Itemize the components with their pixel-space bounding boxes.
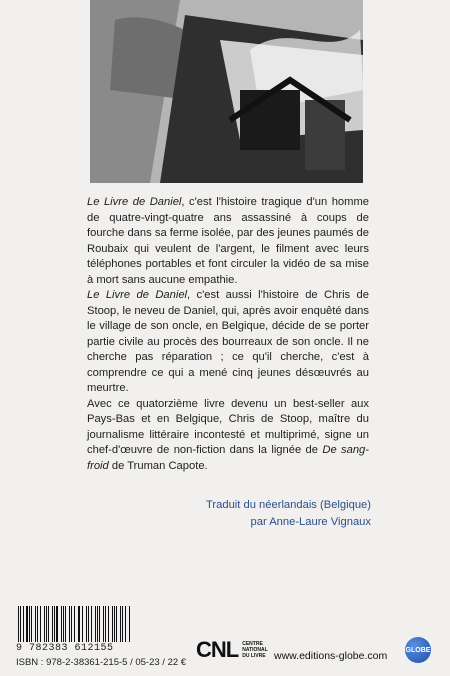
barcode-bar — [61, 606, 62, 642]
cnl-logo-text: CENTRE NATIONAL DU LIVRE — [242, 641, 268, 659]
barcode — [18, 606, 130, 642]
publisher-website: www.editions-globe.com — [274, 650, 388, 662]
book-title: Le Livre de Daniel — [87, 289, 188, 301]
barcode-bar — [65, 606, 66, 642]
barcode-bar — [71, 606, 73, 642]
barcode-bar — [74, 606, 75, 642]
barcode-bar — [52, 606, 53, 642]
barcode-bar — [79, 606, 80, 642]
translated-from: Traduit du néerlandais (Belgique) — [205, 499, 371, 511]
barcode-bar — [88, 606, 90, 642]
barcode-bar — [86, 606, 87, 642]
paragraph-1 — [87, 195, 369, 288]
barcode-bar — [116, 606, 117, 642]
translation-credits — [206, 497, 371, 531]
barcode-bar — [120, 606, 122, 642]
barcode-bar — [29, 606, 30, 642]
barcode-bar — [40, 606, 42, 642]
cnl-logo — [196, 637, 268, 663]
barcode-bar — [97, 606, 98, 642]
barcode-bar — [122, 606, 123, 642]
paragraph-1-text: , c'est l'histoire tragique d'un homme de quatre-vingt-quatre ans assassiné à coups de fourche dans sa ferme isolée, par des jeunes paumés de Roubaix qui veulent de l'argent, le filment avec leurs téléphones portables et font circuler la vidéo de sa mise à mort sans aucune empathie. — [87, 196, 369, 286]
barcode-bar — [103, 606, 104, 642]
barcode-bar — [82, 606, 83, 642]
photo-illustration — [90, 0, 363, 183]
barcode-bar — [54, 606, 55, 642]
globe-logo: GLOBE — [405, 637, 431, 663]
back-cover-blurb — [87, 195, 369, 474]
book-title: Le Livre de Daniel — [87, 196, 182, 208]
barcode-bar — [20, 606, 21, 642]
barcode-bar — [63, 606, 64, 642]
barcode-bar — [26, 606, 28, 642]
paragraph-3 — [87, 397, 369, 475]
barcode-bar — [46, 606, 47, 642]
cnl-logo-mark: CNL — [196, 637, 239, 662]
barcode-bar — [31, 606, 32, 642]
barcode-bar — [44, 606, 45, 642]
paragraph-3-text: Avec ce quatorzième livre devenu un best-seller aux Pays-Bas et en Belgique, Chris de Stoop, maître du journalisme littéraire incontesté et multiprimé, signe un chef-d'œuvre de non-fiction dans la lignée de — [87, 397, 369, 456]
barcode-bar — [112, 606, 113, 642]
barcode-bar — [105, 606, 107, 642]
barcode-bar — [95, 606, 96, 642]
barcode-bar — [35, 606, 36, 642]
cited-title: De sang-froid — [87, 444, 369, 472]
barcode-bar — [108, 606, 109, 642]
paragraph-3-tail: de Truman Capote. — [108, 459, 208, 472]
translator: par Anne-Laure Vignaux — [250, 516, 371, 528]
barcode-bar — [78, 606, 79, 642]
paragraph-2-text: , c'est aussi l'histoire de Chris de Stoop, le neveu de Daniel, qui, après avoir enquêté dans le village de son oncle, en Belgique, décide de se porter partie civile au procès des bourreaux de son oncle. Il ne cherche pas réparation ; ce qu'il cherche, c'est à comprendre ce qui a mené cinq jeunes désœuvrés au meurtre. — [87, 289, 369, 394]
barcode-bar — [23, 606, 24, 642]
cover-photo — [90, 0, 363, 183]
barcode-bar — [114, 606, 115, 642]
barcode-number: 9 782383 612155 — [16, 643, 114, 654]
barcode-bar — [125, 606, 126, 642]
barcode-bar — [129, 606, 130, 642]
barcode-bar — [56, 606, 58, 642]
barcode-bar — [69, 606, 70, 642]
paragraph-2 — [87, 288, 369, 397]
barcode-bar — [48, 606, 49, 642]
barcode-bar — [91, 606, 92, 642]
barcode-bar — [37, 606, 38, 642]
isbn-price: ISBN : 978-2-38361-215-5 / 05-23 / 22 € — [16, 657, 187, 668]
barcode-bar — [18, 606, 19, 642]
barcode-bar — [99, 606, 100, 642]
